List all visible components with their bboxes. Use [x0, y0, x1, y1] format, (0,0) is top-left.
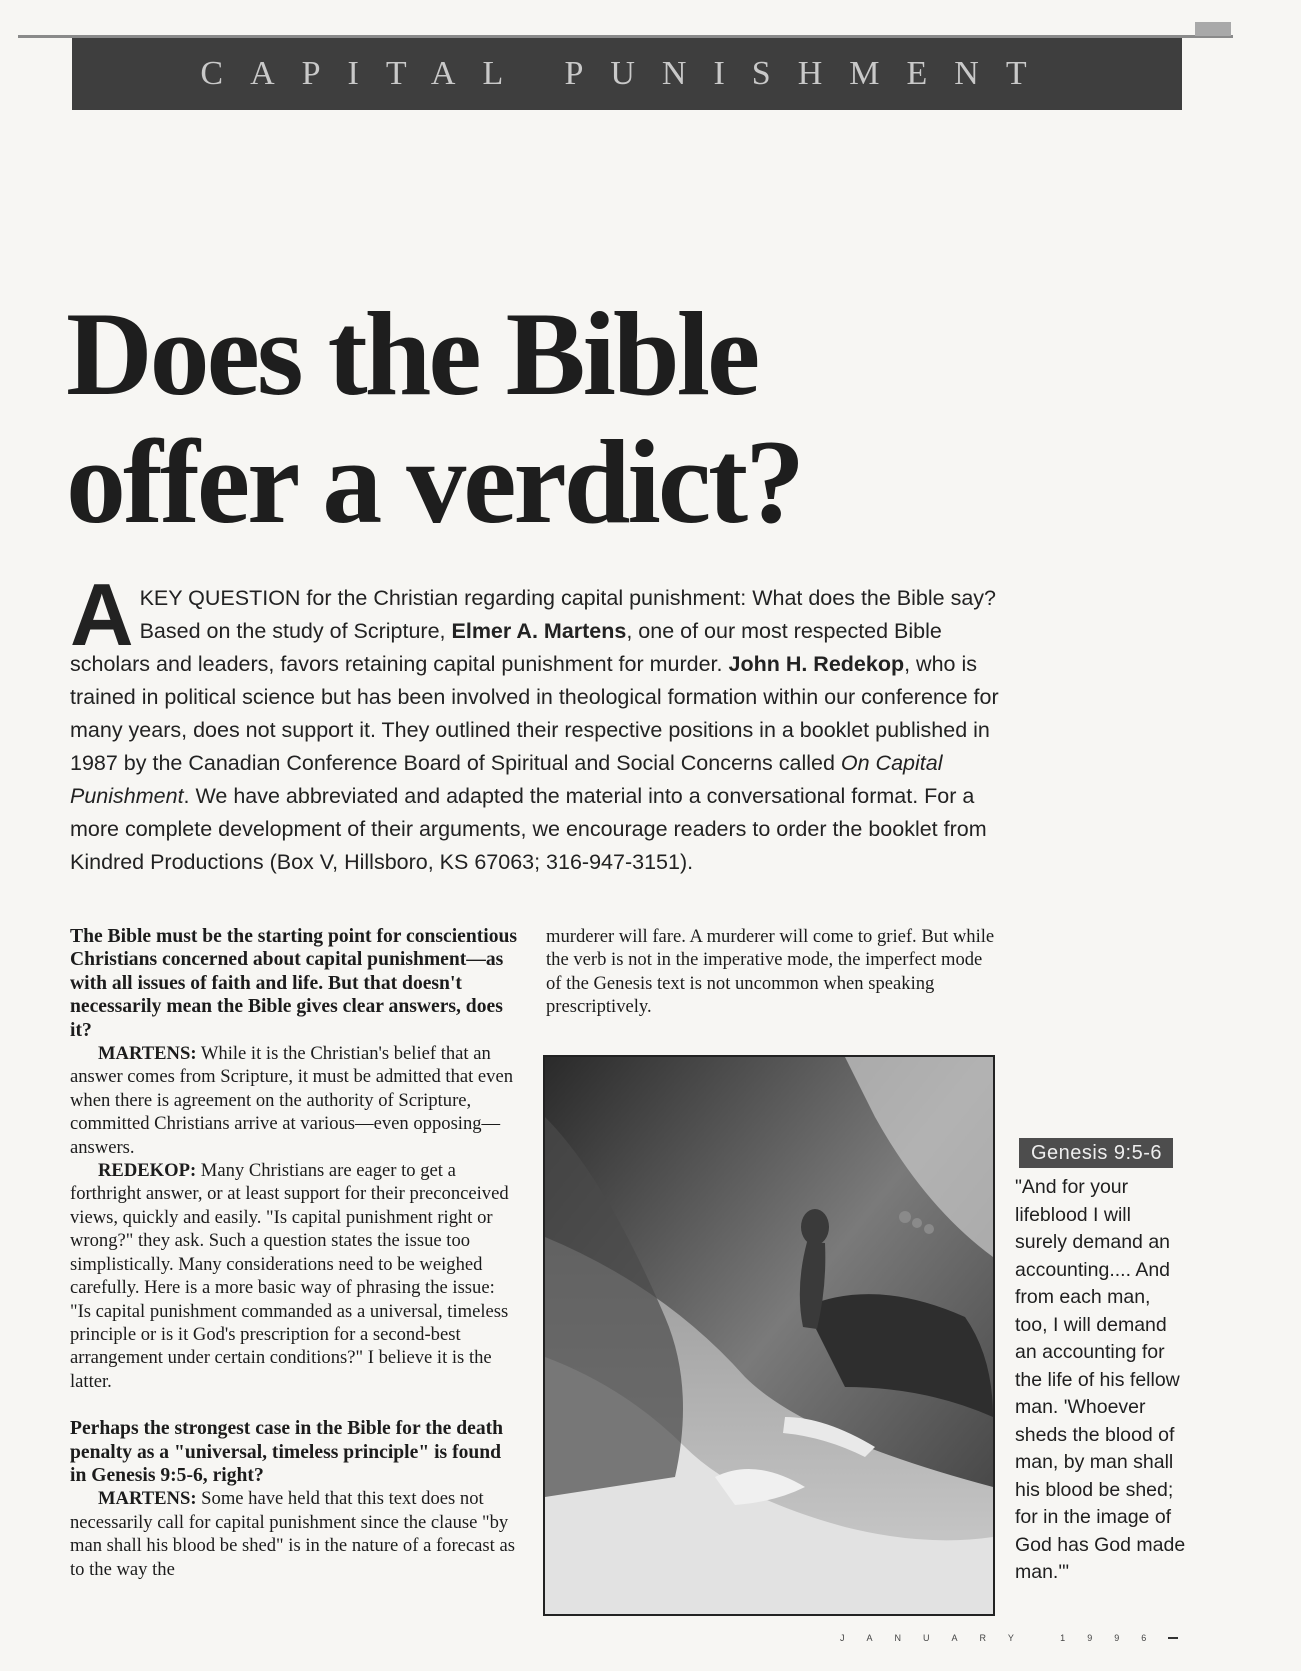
title-line-2: offer a verdict?	[66, 415, 803, 548]
body-column-1	[70, 925, 520, 1581]
continuation-text: murderer will fare. A murderer will come to grief. But while the verb is not in the imperative mode, the imperfect mode of the Genesis text is not uncommon when speaking prescriptively.	[546, 926, 995, 1018]
title-line-1: Does the Bible	[66, 287, 758, 420]
sidebar-heading: Genesis 9:5-6	[1019, 1138, 1173, 1168]
intro-text-2: , one of our most respected Bible scholars and leaders, favors retaining capital punishment for murder.	[70, 619, 942, 676]
speaker-label: REDEKOP:	[98, 1160, 197, 1182]
intro-text-4: . We have abbreviated and adapted the material into a conversational format. For a more complete development of their arguments, we encourage readers to order the booklet from Kindred Productions (Box V, Hillsboro, KS 67063; 316-947-3151).	[70, 784, 987, 874]
answer-redekop-1	[70, 1159, 520, 1393]
folio-dash	[1168, 1637, 1178, 1639]
body-column-2	[546, 925, 996, 1019]
intro-text-1: KEY QUESTION for the Christian regarding capital punishment: What does the Bible say? Based on the study of Scripture,	[139, 586, 997, 643]
cain-abel-engraving	[543, 1055, 995, 1616]
author-martens: Elmer A. Martens	[451, 619, 627, 643]
section-banner: CAPITAL PUNISHMENT	[72, 38, 1182, 110]
top-rule-tab	[1195, 22, 1231, 36]
answer-text: Many Christians are eager to get a forthright answer, or at least support for their preconceived views, quickly and easily. "Is capital punishment right or wrong?" they ask. Such a question states the issue too simplistically. Many considerations need to be weighed carefully. Here is a more basic way of phrasing the issue: "Is capital punishment commanded as a universal, timeless principle or is it God's prescription for a second-best arrangement under certain conditions?" I believe it is the latter.	[70, 1160, 509, 1392]
article-title	[66, 287, 826, 548]
answer-text: While it is the Christian's belief that an answer comes from Scripture, it must be admitted that even when there is agreement on the authority of Scripture, committed Christians arrive at various—even opposing—answers.	[70, 1043, 514, 1158]
question-1: The Bible must be the starting point for conscientious Christians concerned about capital punishment—as with all issues of faith and life. But that doesn't necessarily mean the Bible gives clear answers, does it?	[70, 926, 518, 1041]
intro-paragraph	[70, 565, 1005, 879]
intro-text-3: , who is trained in political science but has been involved in theological formation within our conference for many years, does not support it. They outlined their respective positions in a booklet published in 1987 by the Canadian Conference Board of Spiritual and Social Concerns called	[70, 652, 999, 775]
sidebar-quote: "And for your lifeblood I will surely demand an accounting.... And from each man, too, I will demand an accounting for the life of his fellow man. 'Whoever sheds the blood of man, by man shall his blood be shed; for in the image of God has God made man.'"	[1015, 1176, 1186, 1583]
speaker-label: MARTENS:	[98, 1488, 197, 1510]
question-2: Perhaps the strongest case in the Bible for the death penalty as a "universal, timeless principle" is found in Genesis 9:5-6, right?	[70, 1418, 504, 1486]
speaker-label: MARTENS:	[98, 1043, 197, 1065]
answer-text: Some have held that this text does not necessarily call for capital punishment since the clause "by man shall his blood be shed" is in the nature of a forecast as to the way the	[70, 1488, 515, 1580]
page-folio: JANUARY 1996	[840, 1633, 1169, 1643]
booklet-title: On Capital Punishment	[70, 751, 943, 808]
answer-martens-1	[70, 1042, 520, 1159]
author-redekop: John H. Redekop	[728, 652, 905, 676]
drop-cap: A	[70, 565, 134, 664]
answer-martens-2	[70, 1487, 520, 1581]
engraving-illustration	[545, 1057, 993, 1614]
